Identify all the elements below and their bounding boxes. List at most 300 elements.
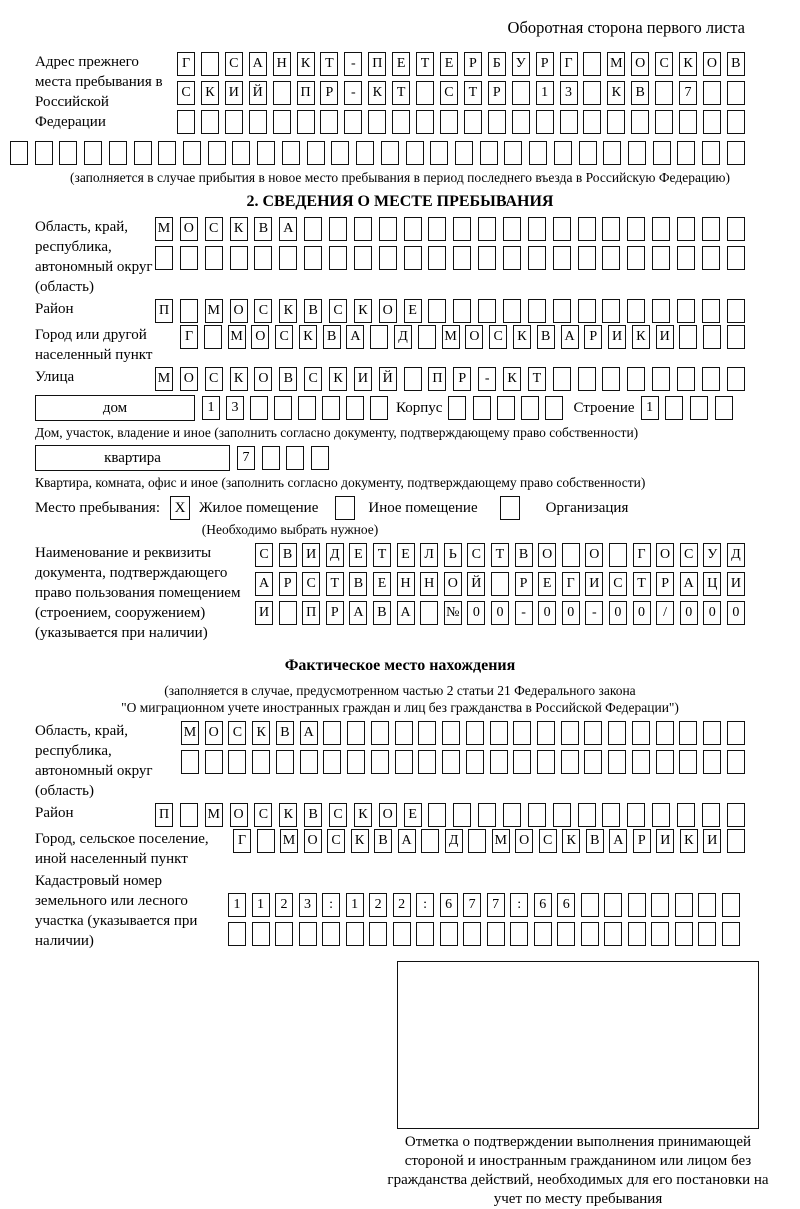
char-cell[interactable] — [579, 141, 597, 165]
char-cell[interactable] — [257, 829, 275, 853]
char-cell[interactable]: Н — [273, 52, 291, 76]
char-cell[interactable] — [487, 922, 505, 946]
char-cell[interactable]: Д — [445, 829, 463, 853]
char-cell[interactable]: С — [489, 325, 507, 349]
char-cell[interactable] — [727, 750, 745, 774]
char-cell[interactable] — [453, 803, 471, 827]
char-cell[interactable]: К — [607, 81, 625, 105]
char-cell[interactable]: С — [329, 299, 347, 323]
char-cell[interactable] — [703, 721, 721, 745]
char-cell[interactable]: В — [323, 325, 341, 349]
char-cell[interactable] — [369, 922, 387, 946]
char-cell[interactable] — [727, 325, 745, 349]
char-cell[interactable]: 0 — [633, 601, 651, 625]
char-cell[interactable]: П — [428, 367, 446, 391]
char-cell[interactable]: - — [344, 52, 362, 76]
char-cell[interactable]: А — [279, 217, 297, 241]
char-cell[interactable] — [607, 110, 625, 134]
char-cell[interactable]: И — [255, 601, 273, 625]
char-cell[interactable]: 0 — [467, 601, 485, 625]
char-cell[interactable]: 3 — [299, 893, 317, 917]
char-cell[interactable] — [521, 396, 539, 420]
char-cell[interactable] — [421, 829, 439, 853]
char-cell[interactable]: О — [304, 829, 322, 853]
char-cell[interactable]: Д — [326, 543, 344, 567]
char-cell[interactable]: И — [656, 829, 674, 853]
char-cell[interactable] — [578, 217, 596, 241]
char-cell[interactable]: В — [631, 81, 649, 105]
char-cell[interactable]: Е — [397, 543, 415, 567]
char-cell[interactable] — [478, 217, 496, 241]
char-cell[interactable] — [655, 81, 673, 105]
char-cell[interactable] — [418, 325, 436, 349]
char-cell[interactable] — [651, 893, 669, 917]
char-cell[interactable]: П — [155, 803, 173, 827]
char-cell[interactable] — [322, 922, 340, 946]
char-cell[interactable]: Р — [464, 52, 482, 76]
char-cell[interactable] — [420, 601, 438, 625]
char-cell[interactable]: С — [655, 52, 673, 76]
char-cell[interactable] — [368, 110, 386, 134]
char-cell[interactable]: / — [656, 601, 674, 625]
char-cell[interactable]: В — [515, 543, 533, 567]
char-cell[interactable] — [416, 110, 434, 134]
char-cell[interactable] — [652, 246, 670, 270]
char-cell[interactable]: 2 — [369, 893, 387, 917]
char-cell[interactable] — [379, 246, 397, 270]
char-cell[interactable] — [299, 922, 317, 946]
char-cell[interactable] — [722, 922, 740, 946]
char-cell[interactable] — [627, 299, 645, 323]
char-cell[interactable] — [703, 81, 721, 105]
char-cell[interactable] — [331, 141, 349, 165]
char-cell[interactable]: 0 — [609, 601, 627, 625]
char-cell[interactable] — [320, 110, 338, 134]
char-cell[interactable]: В — [254, 217, 272, 241]
char-cell[interactable] — [311, 446, 329, 470]
char-cell[interactable]: А — [561, 325, 579, 349]
char-cell[interactable]: О — [251, 325, 269, 349]
char-cell[interactable] — [404, 246, 422, 270]
char-cell[interactable] — [109, 141, 127, 165]
char-cell[interactable] — [490, 721, 508, 745]
char-cell[interactable] — [554, 141, 572, 165]
char-cell[interactable]: К — [201, 81, 219, 105]
char-cell[interactable] — [180, 299, 198, 323]
char-cell[interactable] — [428, 246, 446, 270]
char-cell[interactable] — [553, 803, 571, 827]
char-cell[interactable]: - — [585, 601, 603, 625]
char-cell[interactable]: Т — [633, 572, 651, 596]
char-cell[interactable] — [480, 141, 498, 165]
char-cell[interactable]: С — [228, 721, 246, 745]
char-cell[interactable] — [181, 750, 199, 774]
char-cell[interactable] — [703, 110, 721, 134]
char-cell[interactable] — [655, 110, 673, 134]
char-cell[interactable] — [453, 246, 471, 270]
char-cell[interactable]: О — [205, 721, 223, 745]
char-cell[interactable] — [300, 750, 318, 774]
char-cell[interactable]: А — [346, 325, 364, 349]
char-cell[interactable] — [488, 110, 506, 134]
char-cell[interactable] — [631, 110, 649, 134]
char-cell[interactable]: 1 — [252, 893, 270, 917]
char-cell[interactable] — [430, 141, 448, 165]
char-cell[interactable] — [466, 750, 484, 774]
char-cell[interactable] — [578, 299, 596, 323]
char-cell[interactable]: О — [230, 803, 248, 827]
char-cell[interactable]: С — [680, 543, 698, 567]
char-cell[interactable] — [679, 721, 697, 745]
char-cell[interactable] — [347, 721, 365, 745]
char-cell[interactable]: 6 — [440, 893, 458, 917]
char-cell[interactable]: А — [398, 829, 416, 853]
char-cell[interactable] — [627, 367, 645, 391]
char-cell[interactable] — [652, 217, 670, 241]
char-cell[interactable]: К — [680, 829, 698, 853]
char-cell[interactable] — [651, 922, 669, 946]
char-cell[interactable]: Р — [279, 572, 297, 596]
char-cell[interactable]: Г — [562, 572, 580, 596]
char-cell[interactable] — [478, 246, 496, 270]
char-cell[interactable] — [715, 396, 733, 420]
char-cell[interactable]: А — [397, 601, 415, 625]
char-cell[interactable] — [208, 141, 226, 165]
char-cell[interactable]: П — [302, 601, 320, 625]
char-cell[interactable] — [428, 217, 446, 241]
char-cell[interactable]: А — [249, 52, 267, 76]
char-cell[interactable]: Д — [394, 325, 412, 349]
char-cell[interactable] — [201, 110, 219, 134]
char-cell[interactable] — [561, 721, 579, 745]
char-cell[interactable]: 1 — [536, 81, 554, 105]
char-cell[interactable]: Ь — [444, 543, 462, 567]
char-cell[interactable]: : — [416, 893, 434, 917]
char-cell[interactable] — [537, 750, 555, 774]
char-cell[interactable]: М — [442, 325, 460, 349]
char-cell[interactable] — [504, 141, 522, 165]
char-cell[interactable] — [578, 246, 596, 270]
char-cell[interactable]: 0 — [491, 601, 509, 625]
char-cell[interactable] — [273, 81, 291, 105]
char-cell[interactable] — [528, 217, 546, 241]
char-cell[interactable] — [627, 803, 645, 827]
char-cell[interactable]: 1 — [202, 396, 220, 420]
char-cell[interactable]: И — [656, 325, 674, 349]
char-cell[interactable]: 2 — [393, 893, 411, 917]
char-cell[interactable] — [628, 922, 646, 946]
char-cell[interactable] — [428, 803, 446, 827]
char-cell[interactable] — [702, 217, 720, 241]
char-cell[interactable]: Г — [177, 52, 195, 76]
char-cell[interactable] — [279, 246, 297, 270]
char-cell[interactable]: 7 — [487, 893, 505, 917]
char-cell[interactable]: С — [254, 299, 272, 323]
char-cell[interactable]: О — [631, 52, 649, 76]
char-cell[interactable]: В — [727, 52, 745, 76]
char-cell[interactable]: О — [656, 543, 674, 567]
char-cell[interactable] — [513, 750, 531, 774]
char-cell[interactable] — [254, 246, 272, 270]
char-cell[interactable]: К — [679, 52, 697, 76]
char-cell[interactable] — [703, 325, 721, 349]
char-cell[interactable] — [183, 141, 201, 165]
char-cell[interactable] — [727, 81, 745, 105]
char-cell[interactable] — [727, 246, 745, 270]
char-cell[interactable] — [536, 110, 554, 134]
char-cell[interactable]: Т — [373, 543, 391, 567]
char-cell[interactable]: А — [680, 572, 698, 596]
char-cell[interactable] — [490, 750, 508, 774]
char-cell[interactable]: Т — [416, 52, 434, 76]
char-cell[interactable] — [545, 396, 563, 420]
char-cell[interactable] — [581, 922, 599, 946]
char-cell[interactable] — [627, 217, 645, 241]
char-cell[interactable]: Р — [488, 81, 506, 105]
char-cell[interactable] — [395, 750, 413, 774]
char-cell[interactable] — [232, 141, 250, 165]
char-cell[interactable] — [155, 246, 173, 270]
char-cell[interactable]: В — [279, 367, 297, 391]
char-cell[interactable]: С — [304, 367, 322, 391]
char-cell[interactable] — [528, 299, 546, 323]
char-cell[interactable]: М — [607, 52, 625, 76]
char-cell[interactable]: 3 — [560, 81, 578, 105]
char-cell[interactable]: Й — [379, 367, 397, 391]
char-cell[interactable] — [228, 750, 246, 774]
char-cell[interactable] — [35, 141, 53, 165]
char-cell[interactable] — [346, 396, 364, 420]
char-cell[interactable]: И — [608, 325, 626, 349]
char-cell[interactable]: 0 — [680, 601, 698, 625]
char-cell[interactable] — [675, 922, 693, 946]
char-cell[interactable] — [727, 141, 745, 165]
char-cell[interactable]: К — [299, 325, 317, 349]
char-cell[interactable]: М — [205, 299, 223, 323]
char-cell[interactable] — [392, 110, 410, 134]
char-cell[interactable] — [468, 829, 486, 853]
char-cell[interactable] — [702, 246, 720, 270]
char-cell[interactable] — [583, 110, 601, 134]
char-cell[interactable] — [529, 141, 547, 165]
char-cell[interactable] — [528, 803, 546, 827]
char-cell[interactable]: Г — [560, 52, 578, 76]
char-cell[interactable] — [249, 110, 267, 134]
char-cell[interactable] — [679, 325, 697, 349]
char-cell[interactable]: А — [609, 829, 627, 853]
char-cell[interactable] — [632, 750, 650, 774]
char-cell[interactable]: С — [205, 217, 223, 241]
char-cell[interactable] — [677, 367, 695, 391]
char-cell[interactable] — [627, 246, 645, 270]
char-cell[interactable]: С — [254, 803, 272, 827]
char-cell[interactable] — [677, 803, 695, 827]
char-cell[interactable] — [491, 572, 509, 596]
char-cell[interactable]: В — [279, 543, 297, 567]
char-cell[interactable] — [578, 367, 596, 391]
char-cell[interactable]: А — [300, 721, 318, 745]
char-cell[interactable]: Р — [515, 572, 533, 596]
char-cell[interactable]: Р — [536, 52, 554, 76]
char-cell[interactable]: К — [513, 325, 531, 349]
char-cell[interactable]: П — [368, 52, 386, 76]
char-cell[interactable] — [440, 110, 458, 134]
char-cell[interactable] — [698, 922, 716, 946]
char-cell[interactable] — [404, 217, 422, 241]
char-cell[interactable] — [440, 922, 458, 946]
char-cell[interactable] — [230, 246, 248, 270]
char-cell[interactable] — [727, 367, 745, 391]
char-cell[interactable] — [478, 803, 496, 827]
char-cell[interactable]: А — [349, 601, 367, 625]
char-cell[interactable] — [703, 750, 721, 774]
char-cell[interactable]: Й — [467, 572, 485, 596]
char-cell[interactable] — [428, 299, 446, 323]
char-cell[interactable]: У — [703, 543, 721, 567]
char-cell[interactable]: О — [465, 325, 483, 349]
char-cell[interactable] — [464, 110, 482, 134]
char-cell[interactable] — [604, 922, 622, 946]
char-cell[interactable]: Т — [392, 81, 410, 105]
char-cell[interactable] — [628, 141, 646, 165]
char-cell[interactable]: 1 — [228, 893, 246, 917]
char-cell[interactable]: : — [510, 893, 528, 917]
char-cell[interactable]: Ц — [703, 572, 721, 596]
char-cell[interactable] — [727, 299, 745, 323]
char-cell[interactable] — [304, 246, 322, 270]
char-cell[interactable] — [370, 325, 388, 349]
char-cell[interactable]: Е — [404, 803, 422, 827]
char-cell[interactable]: Т — [464, 81, 482, 105]
char-cell[interactable]: К — [354, 299, 372, 323]
char-cell[interactable]: Р — [453, 367, 471, 391]
char-cell[interactable] — [583, 81, 601, 105]
char-cell[interactable] — [679, 750, 697, 774]
char-cell[interactable] — [134, 141, 152, 165]
char-cell[interactable] — [583, 52, 601, 76]
char-cell[interactable] — [180, 246, 198, 270]
char-cell[interactable] — [677, 217, 695, 241]
char-cell[interactable]: И — [727, 572, 745, 596]
char-cell[interactable] — [602, 299, 620, 323]
char-cell[interactable] — [204, 325, 222, 349]
char-cell[interactable]: К — [368, 81, 386, 105]
char-cell[interactable] — [307, 141, 325, 165]
char-cell[interactable]: О — [379, 299, 397, 323]
char-cell[interactable] — [282, 141, 300, 165]
char-cell[interactable]: С — [255, 543, 273, 567]
char-cell[interactable] — [652, 299, 670, 323]
char-cell[interactable]: Л — [420, 543, 438, 567]
char-cell[interactable] — [250, 396, 268, 420]
char-cell[interactable] — [503, 217, 521, 241]
char-cell[interactable] — [381, 141, 399, 165]
char-cell[interactable] — [416, 81, 434, 105]
char-cell[interactable]: 0 — [538, 601, 556, 625]
char-cell[interactable] — [262, 446, 280, 470]
char-cell[interactable] — [252, 922, 270, 946]
char-cell[interactable] — [371, 721, 389, 745]
char-cell[interactable] — [497, 396, 515, 420]
char-cell[interactable]: 3 — [226, 396, 244, 420]
char-cell[interactable] — [512, 81, 530, 105]
char-cell[interactable]: 7 — [237, 446, 255, 470]
char-cell[interactable]: Б — [488, 52, 506, 76]
char-cell[interactable] — [702, 803, 720, 827]
char-cell[interactable] — [286, 446, 304, 470]
char-cell[interactable] — [455, 141, 473, 165]
char-cell[interactable] — [513, 721, 531, 745]
char-cell[interactable] — [404, 367, 422, 391]
char-cell[interactable] — [418, 750, 436, 774]
char-cell[interactable]: Е — [404, 299, 422, 323]
char-cell[interactable]: 0 — [703, 601, 721, 625]
char-cell[interactable]: Е — [440, 52, 458, 76]
char-cell[interactable] — [578, 803, 596, 827]
char-cell[interactable]: М — [492, 829, 510, 853]
char-cell[interactable]: С — [327, 829, 345, 853]
char-cell[interactable]: С — [539, 829, 557, 853]
char-cell[interactable] — [534, 922, 552, 946]
char-cell[interactable]: Т — [491, 543, 509, 567]
char-cell[interactable] — [608, 750, 626, 774]
char-cell[interactable]: С — [467, 543, 485, 567]
char-cell[interactable]: В — [373, 601, 391, 625]
char-cell[interactable] — [677, 299, 695, 323]
char-cell[interactable]: Т — [320, 52, 338, 76]
char-cell[interactable] — [603, 141, 621, 165]
char-cell[interactable]: К — [632, 325, 650, 349]
char-cell[interactable]: О — [444, 572, 462, 596]
char-cell[interactable] — [297, 110, 315, 134]
char-cell[interactable]: У — [512, 52, 530, 76]
char-cell[interactable]: Т — [326, 572, 344, 596]
char-cell[interactable] — [553, 217, 571, 241]
char-cell[interactable] — [393, 922, 411, 946]
char-cell[interactable]: О — [585, 543, 603, 567]
char-cell[interactable] — [584, 721, 602, 745]
char-cell[interactable] — [329, 246, 347, 270]
char-cell[interactable] — [652, 367, 670, 391]
char-cell[interactable]: Й — [249, 81, 267, 105]
char-cell[interactable]: О — [254, 367, 272, 391]
char-cell[interactable]: 2 — [275, 893, 293, 917]
char-cell[interactable]: К — [279, 803, 297, 827]
char-cell[interactable] — [323, 721, 341, 745]
char-cell[interactable]: Н — [397, 572, 415, 596]
char-cell[interactable] — [344, 110, 362, 134]
char-cell[interactable]: В — [349, 572, 367, 596]
char-cell[interactable] — [584, 750, 602, 774]
char-cell[interactable] — [379, 217, 397, 241]
char-cell[interactable] — [356, 141, 374, 165]
char-cell[interactable]: Е — [373, 572, 391, 596]
char-cell[interactable] — [225, 110, 243, 134]
char-cell[interactable] — [727, 829, 745, 853]
char-cell[interactable] — [702, 299, 720, 323]
char-cell[interactable]: О — [180, 217, 198, 241]
char-cell[interactable]: И — [585, 572, 603, 596]
char-cell[interactable] — [503, 803, 521, 827]
char-cell[interactable] — [690, 396, 708, 420]
char-cell[interactable] — [702, 367, 720, 391]
char-cell[interactable]: № — [444, 601, 462, 625]
char-cell[interactable]: Р — [320, 81, 338, 105]
char-cell[interactable] — [371, 750, 389, 774]
char-cell[interactable]: О — [180, 367, 198, 391]
char-cell[interactable]: К — [329, 367, 347, 391]
char-cell[interactable] — [679, 110, 697, 134]
